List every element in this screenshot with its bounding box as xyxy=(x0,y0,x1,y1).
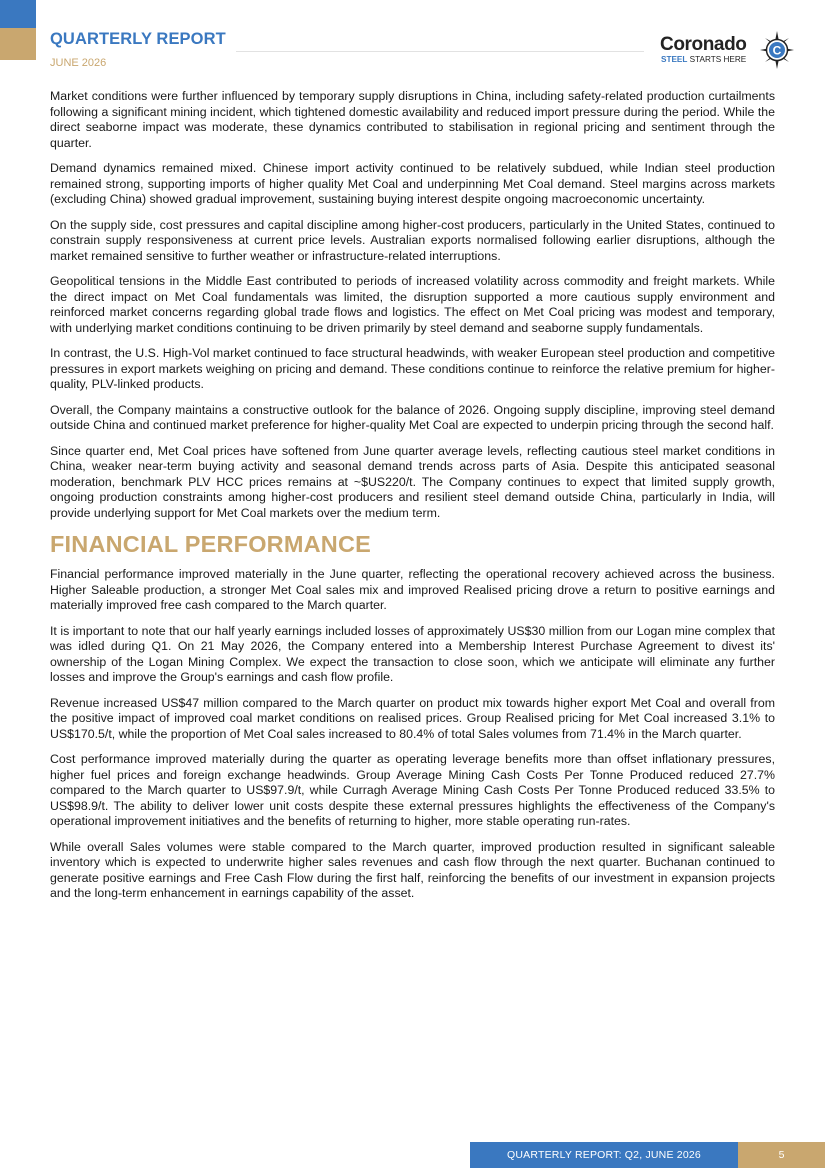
market-paragraph-4: Geopolitical tensions in the Middle East contributed to periods of increased volatility across commodity and freight markets. While the direct impact on Met Coal fundamentals was limited, the disruption supported a more cautious supply environment and reinforced market concerns regarding global trade flows and logistics. The effect on Met Coal pricing was modest and temporary, with underlying market conditions continuing to be driven primarily by steel demand and seaborne supply fundamentals. xyxy=(50,274,775,335)
logo-mark-letter: C xyxy=(772,43,782,58)
financial-paragraph-1: Financial performance improved materially in the June quarter, reflecting the operational recovery achieved across the business. Higher Saleable production, a stronger Met Coal sales mix and improved Realised pricing drove a return to positive earnings and materially improved free cash compared to the March quarter. xyxy=(50,567,775,612)
logo-tagline-rest: STARTS HERE xyxy=(687,55,747,64)
logo-tagline xyxy=(661,55,746,64)
financial-paragraph-3: Revenue increased US$47 million compared to the March quarter on product mix towards higher export Met Coal and overall from the positive impact of improved coal market conditions on realised prices. Group Realised pricing for Met Coal increased 3.1% to US$170.5/t, while the proportion of Met Coal sales increased to 80.4% of total Sales volumes from 71.4% in the March quarter. xyxy=(50,695,775,741)
financial-paragraph-2: It is important to note that our half yearly earnings included losses of approximately US$30 million from our Logan mine complex that was idled during Q1. On 21 May 2026, the Company entered into a Membership Interest Purchase Agreement to divest its' ownership of the Logan Mining Complex. We expect the transaction to close soon, which we anticipate will eliminate any further losses and improve the Group's earnings and cash flow profile. xyxy=(50,623,775,684)
compass-star-icon xyxy=(759,30,795,70)
financial-performance-heading: FINANCIAL PERFORMANCE xyxy=(50,531,372,557)
header-corner-blue-block xyxy=(0,0,36,28)
market-paragraph-1: Market conditions were further influenced by temporary supply disruptions in China, including safety-related production curtailments following a significant mining incident, which tightened domestic availability and reduced import pressure during the period. While the direct seaborne impact was moderate, these dynamics contributed to stabilisation in regional pricing and sentiment through the quarter. xyxy=(50,89,775,150)
company-logo xyxy=(660,30,795,74)
report-date: JUNE 2026 xyxy=(50,57,107,69)
footer-report-label: QUARTERLY REPORT: Q2, JUNE 2026 xyxy=(470,1142,738,1168)
market-paragraph-6: Overall, the Company maintains a constructive outlook for the balance of 2026. Ongoing supply discipline, improving steel demand outside China and continued market preference for higher-quality Met Coal are expected to underpin pricing through the second half. xyxy=(50,402,775,432)
report-title: QUARTERLY REPORT xyxy=(50,30,226,48)
market-paragraph-7: Since quarter end, Met Coal prices have softened from June quarter average levels, reflecting cautious steel market conditions in China, weaker near-term buying activity and seasonal demand trends across parts of Asia. Despite this anticipated seasonal moderation, benchmark PLV HCC prices remains at ~$US220/t. The Company continues to expect that limited supply growth, ongoing production constraints among higher-cost producers and resilient steel demand outside China, particularly in India, will provide underlying support for Met Coal markets over the medium term. xyxy=(50,443,775,520)
financial-paragraph-5: While overall Sales volumes were stable compared to the March quarter, improved production resulted in significant saleable inventory which is expected to underwrite higher sales revenues and cash flow through the next quarter. Buchanan continued to generate positive earnings and Free Cash Flow during the first half, reinforcing the benefits of our investment in expansion projects and the long-term enhancement in earnings capability of the asset. xyxy=(50,839,775,900)
financial-paragraph-4: Cost performance improved materially during the quarter as operating leverage benefits more than offset inflationary pressures, higher fuel prices and foreign exchange headwinds. Group Average Mining Cash Costs Per Tonne Produced reduced 27.7% compared to the March quarter to US$97.9/t, while Curragh Average Mining Cash Costs Per Tonne Produced reduced 33.5% to US$98.9/t. The ability to deliver lower unit costs despite these external pressures highlights the effectiveness of the Company's operational improvement initiatives and the benefits of returning to higher, more stable operating run-rates. xyxy=(50,752,775,828)
market-paragraph-3: On the supply side, cost pressures and capital discipline among higher-cost producers, particularly in the United States, continued to constrain supply responsiveness at current price levels. Australian exports normalised following earlier disruptions, although the market remained sensitive to further weather or infrastructure-related interruptions. xyxy=(50,217,775,263)
market-paragraph-5: In contrast, the U.S. High-Vol market continued to face structural headwinds, with weaker European steel production and competitive pressures in export markets weighing on pricing and demand. These conditions continue to reinforce the relative premium for higher-quality, PLV-linked products. xyxy=(50,346,775,391)
header-divider xyxy=(236,51,644,52)
market-paragraph-2: Demand dynamics remained mixed. Chinese import activity continued to be relatively subdued, while Indian steel production remained strong, supporting imports of higher quality Met Coal and underpinning Met Coal demand. Steel margins across markets (excluding China) showed gradual improvement, sustaining buying interest despite ongoing macroeconomic uncertainty. xyxy=(50,161,775,206)
logo-wordmark: Coronado xyxy=(660,34,747,55)
logo-tagline-steel: STEEL xyxy=(661,55,688,64)
header-corner-gold-block xyxy=(0,28,36,60)
page-body xyxy=(50,89,775,912)
footer-page-number: 5 xyxy=(738,1142,825,1168)
